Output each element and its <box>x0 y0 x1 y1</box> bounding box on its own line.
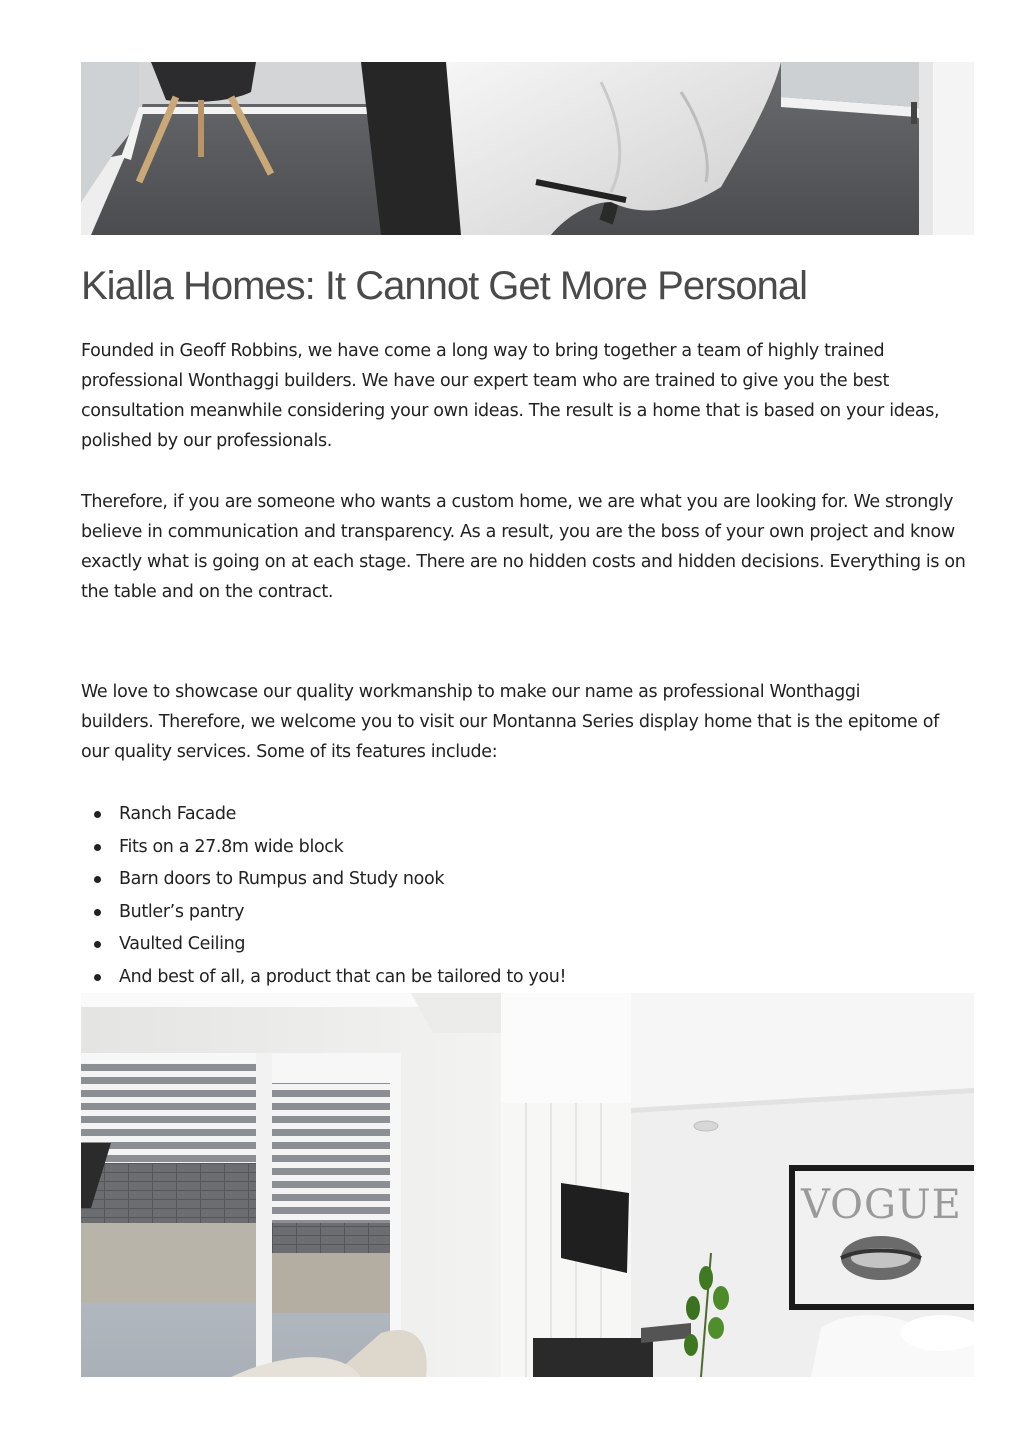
page-title: Kialla Homes: It Cannot Get More Personal <box>81 264 808 308</box>
intro-paragraph <box>81 336 974 456</box>
feature-label: Butler’s pantry <box>119 901 245 922</box>
feature-item <box>81 961 974 994</box>
bullet-icon <box>94 974 101 981</box>
showcase-line: our quality services. Some of its features include: <box>81 742 498 762</box>
bullet-icon <box>94 909 101 916</box>
showcase-line: builders. Therefore, we welcome you to visit our Montanna Series display home that is the epitome of <box>81 712 939 732</box>
poster-title: VOGUE <box>801 1182 962 1228</box>
bedroom-photo <box>81 62 974 235</box>
intro-line: professional Wonthaggi builders. We have our expert team who are trained to give you the best <box>81 371 889 391</box>
bullet-icon <box>94 876 101 883</box>
feature-item <box>81 831 974 864</box>
custom-home-line: exactly what is going on at each stage. There are no hidden costs and hidden decisions. Everything is on <box>81 552 966 572</box>
feature-item <box>81 928 974 961</box>
intro-line: polished by our professionals. <box>81 431 332 451</box>
bullet-icon <box>94 811 101 818</box>
feature-item <box>81 863 974 896</box>
feature-label: Vaulted Ceiling <box>119 934 246 954</box>
feature-item <box>81 798 974 831</box>
bullet-icon <box>94 941 101 948</box>
custom-home-line: Therefore, if you are someone who wants a custom home, we are what you are looking for. We strongly <box>81 492 954 512</box>
living-room-photo <box>81 993 974 1377</box>
feature-label: And best of all, a product that can be tailored to you! <box>119 966 567 987</box>
feature-label: Ranch Facade <box>119 804 237 824</box>
showcase-line: We love to showcase our quality workmanship to make our name as professional Wonthaggi <box>81 682 861 702</box>
custom-home-line: believe in communication and transparency. As a result, you are the boss of your own project and know <box>81 522 955 542</box>
intro-line: Founded in Geoff Robbins, we have come a long way to bring together a team of highly trained <box>81 341 885 361</box>
feature-list <box>81 798 974 993</box>
feature-label: Barn doors to Rumpus and Study nook <box>119 869 445 889</box>
bullet-icon <box>94 844 101 851</box>
feature-label: Fits on a 27.8m wide block <box>119 836 344 857</box>
feature-item <box>81 896 974 929</box>
intro-line: consultation meanwhile considering your own ideas. The result is a home that is based on your ideas, <box>81 401 940 421</box>
custom-home-line: the table and on the contract. <box>81 582 334 602</box>
custom-home-paragraph <box>81 487 974 607</box>
showcase-paragraph <box>81 677 974 767</box>
